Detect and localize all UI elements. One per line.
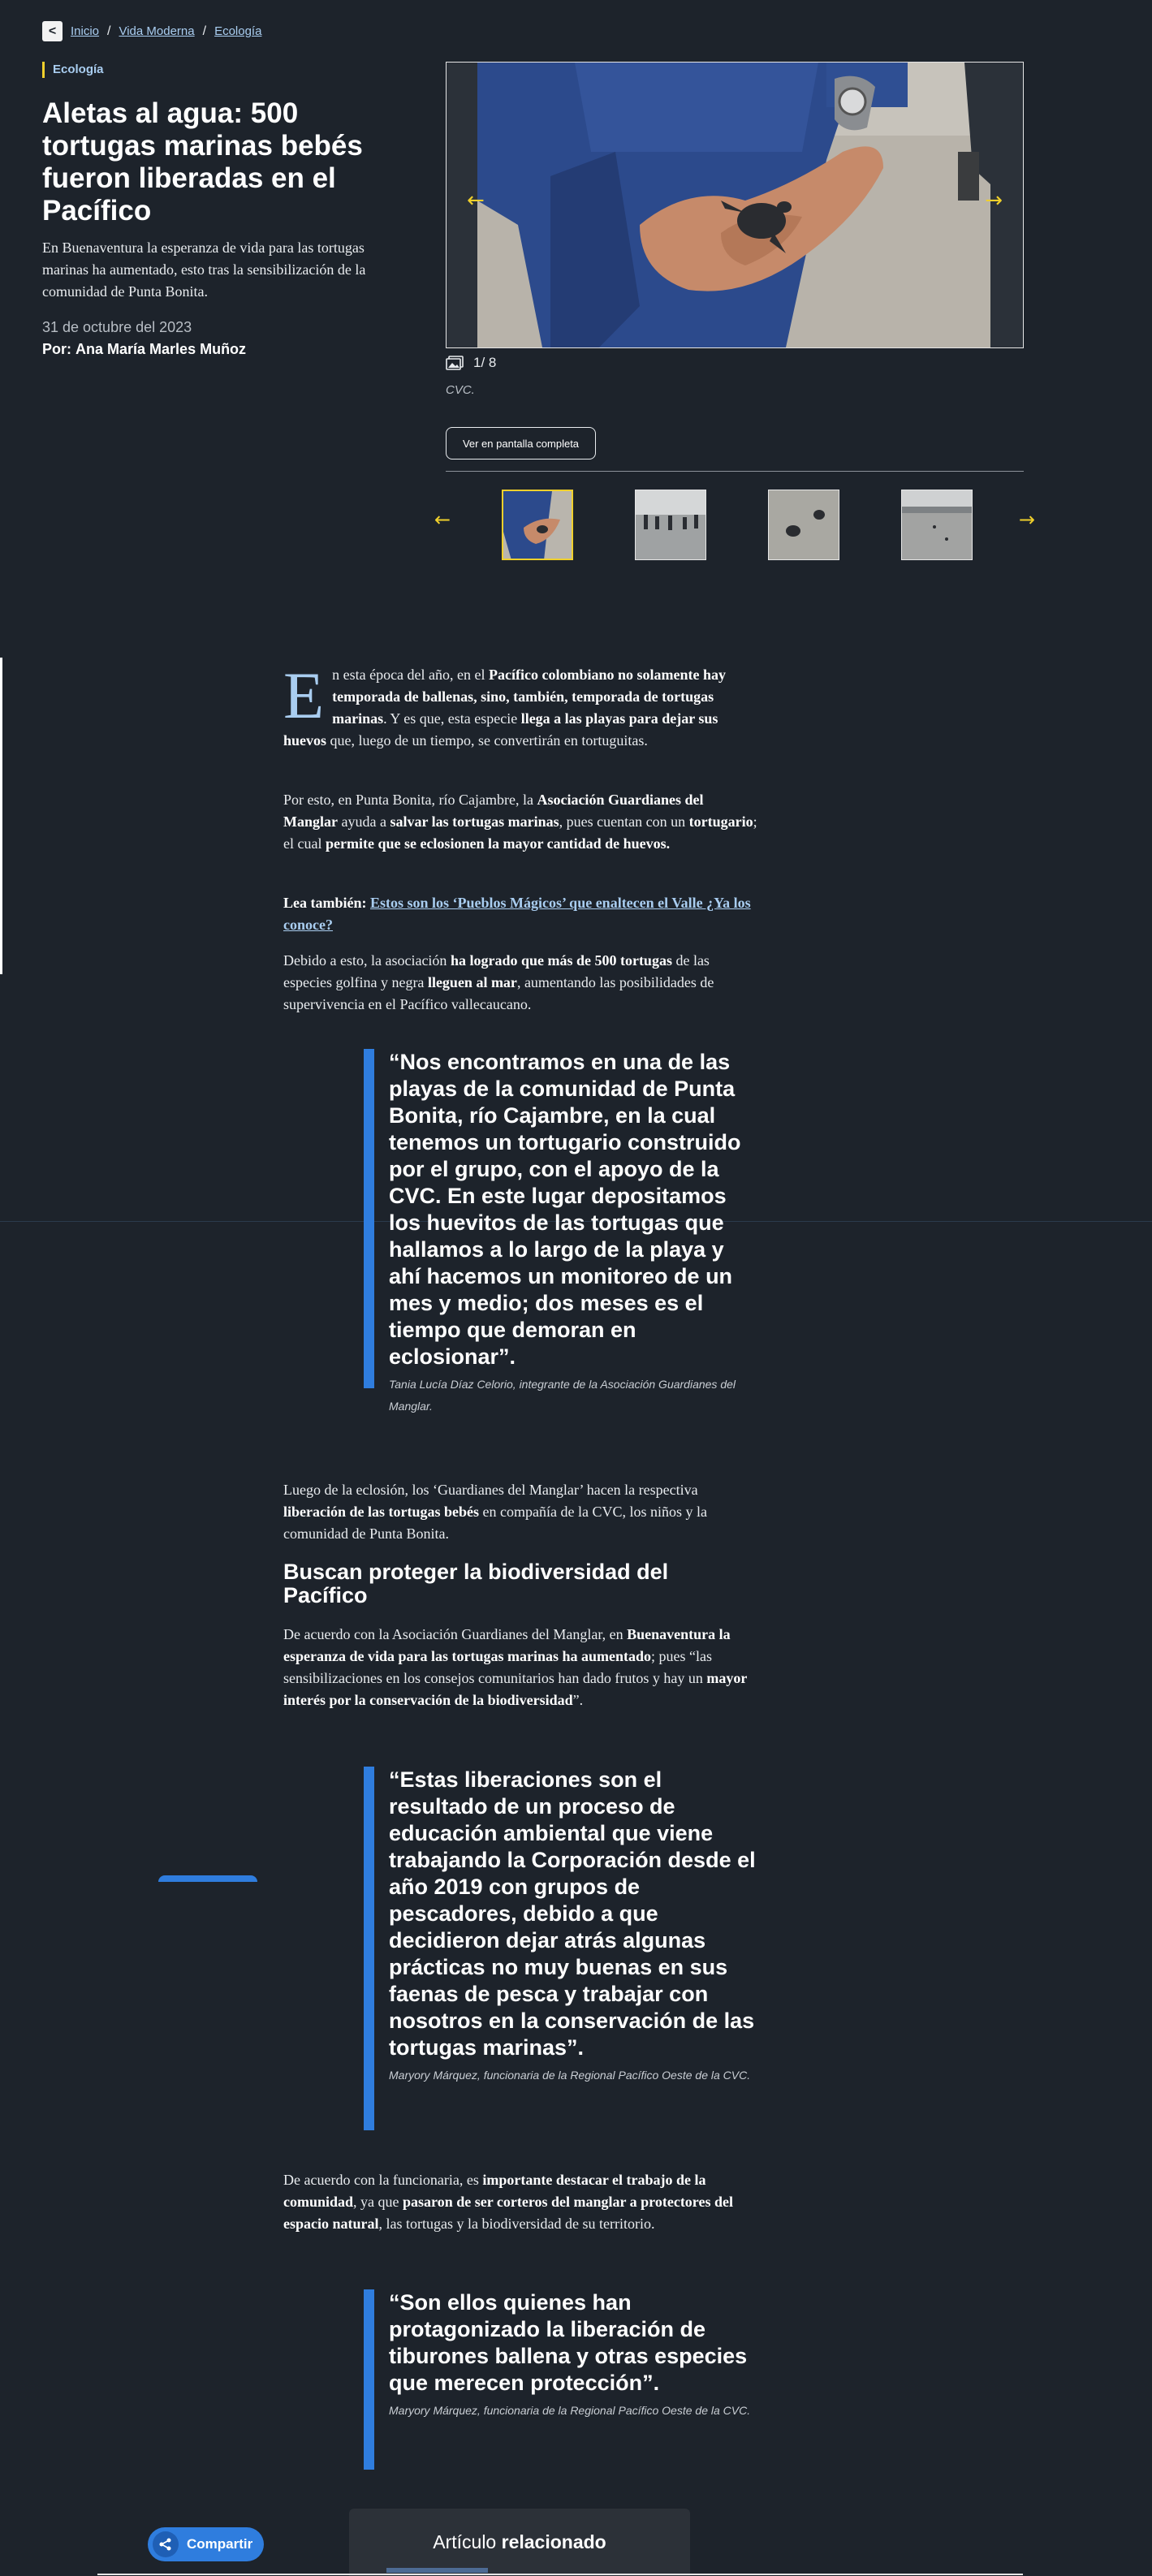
- gallery-thumbnail[interactable]: [901, 490, 973, 560]
- paragraph: Luego de la eclosión, los ‘Guardianes del Manglar’ hacen la respectiva liberación de las tortugas bebés en compañía de la CVC, los niños y la comunidad de Punta Bonita.: [283, 1482, 707, 1542]
- section-heading: Buscan proteger la biodiversidad del Pacífico: [283, 1560, 669, 1607]
- gallery-thumbnail[interactable]: [768, 490, 839, 560]
- pull-quote-text: “Nos encontramos en una de las playas de la comunidad de Punta Bonita, río Cajambre, en la cual tenemos un tortugario construido por el grupo, con el apoyo de la CVC. En este lugar depositamos los huevitos de las tortugas que hallamos a lo largo de la playa y ahí hacemos un monitoreo de un mes y medio; dos meses es el tiempo que demoran en eclosionar”.: [389, 1050, 741, 1369]
- pull-quote-text: “Estas liberaciones son el resultado de un proceso de educación ambiental que viene trabajando la Corporación desde el año 2019 con grupos de pescadores, debido a que decidieron dejar atrás algunas prácticas no muy buenas en sus faenas de pesca y trabajar con nosotros en la conservación de las tortugas marinas”.: [389, 1767, 756, 2060]
- gallery-divider: [446, 471, 1024, 472]
- article-lead: En Buenaventura la esperanza de vida para las tortugas marinas ha aumentado, esto tras la sensibilización de la comunidad de Punta Bonita.: [42, 239, 366, 300]
- related-article-title: [349, 2531, 690, 2553]
- paragraph: Por esto, en Punta Bonita, río Cajambre, la Asociación Guardianes del Manglar ayuda a salvar las tortugas marinas, pues cuentan con un tortugario; el cual permite que se eclosionen la mayor cantidad de huevos.: [283, 792, 757, 852]
- related-bold: relacionado: [501, 2531, 606, 2552]
- article-hero: [0, 0, 1152, 622]
- gallery-prev-arrow-icon[interactable]: ←: [467, 188, 485, 213]
- breadcrumb: [42, 21, 261, 41]
- pull-quote: [364, 2289, 760, 2470]
- author-name[interactable]: Ana María Marles Muñoz: [76, 341, 247, 357]
- share-icon: [153, 2531, 179, 2557]
- paragraph: Debido a esto, la asociación ha logrado que más de 500 tortugas de las especies golfina y negra lleguen al mar, aumentando las posibilidades de supervivencia en el Pacífico vallecaucano.: [283, 952, 714, 1012]
- photo-gallery: [446, 62, 1024, 348]
- author-line: [42, 341, 246, 358]
- pull-quote-text: “Son ellos quienes han protagonizado la liberación de tiburones ballena y otras especies que merecen protección”.: [389, 2290, 748, 2395]
- paragraph-intro-text: n esta época del año, en el Pacífico colombiano no solamente hay temporada de ballenas, sino, también, temporada de tortugas marinas. Y es que, esta especie llega a las playas para dejar sus huevos que, luego de un tiempo, se convertirán en tortuguitas.: [283, 667, 726, 749]
- gallery-counter: [446, 355, 496, 371]
- gallery-main-photo[interactable]: [477, 63, 990, 347]
- read-also-label: Lea también:: [283, 895, 367, 911]
- pull-quote: [364, 1767, 760, 2130]
- bottom-divider: [97, 2574, 1023, 2575]
- paragraph: De acuerdo con la funcionaria, es importante destacar el trabajo de la comunidad, ya que pasaron de ser corteros del manglar a protectores del espacio natural, las tortugas y la biodiversidad de su territorio.: [283, 2172, 733, 2232]
- pull-quote: [364, 1049, 760, 1413]
- article-title: Aletas al agua: 500 tortugas marinas bebés fueron liberadas en el Pacífico: [42, 97, 363, 227]
- share-button[interactable]: [148, 2527, 264, 2561]
- photo-credit: CVC.: [446, 383, 475, 397]
- share-label: Compartir: [187, 2536, 253, 2552]
- thumbs-next-arrow-icon[interactable]: →: [1018, 508, 1035, 531]
- fullscreen-button[interactable]: Ver en pantalla completa: [446, 427, 596, 460]
- pull-quote-cite: Maryory Márquez, funcionaria de la Regional Pacífico Oeste de la CVC.: [389, 2404, 751, 2417]
- gallery-thumbnail[interactable]: [635, 490, 706, 560]
- gallery-thumbnails: [430, 487, 1039, 562]
- gallery-counter-text: 1/ 8: [473, 355, 497, 370]
- publish-date: 31 de octubre del 2023: [42, 319, 192, 335]
- related-prefix: Artículo: [433, 2531, 497, 2552]
- paragraph-intro: [283, 658, 758, 752]
- pull-quote-cite: Maryory Márquez, funcionaria de la Regional Pacífico Oeste de la CVC.: [389, 2069, 751, 2082]
- category-tag[interactable]: Ecología: [42, 62, 104, 78]
- gallery-images-icon: [446, 356, 464, 370]
- dropcap: E: [283, 658, 325, 732]
- breadcrumb-separator: /: [107, 24, 111, 38]
- back-button[interactable]: <: [42, 21, 63, 41]
- breadcrumb-link-vida-moderna[interactable]: Vida Moderna: [119, 24, 195, 38]
- thumbs-prev-arrow-icon[interactable]: ←: [434, 508, 451, 531]
- read-also: [283, 892, 758, 936]
- related-article-panel[interactable]: [349, 2509, 690, 2576]
- gallery-next-arrow-icon[interactable]: →: [985, 188, 1003, 213]
- related-article-bar: [386, 2568, 488, 2573]
- breadcrumb-link-inicio[interactable]: Inicio: [71, 24, 100, 38]
- pull-quote-cite: Tania Lucía Díaz Celorio, integrante de la Asociación Guardianes del Manglar.: [389, 1378, 736, 1413]
- breadcrumb-link-ecologia[interactable]: Ecología: [214, 24, 262, 38]
- gallery-thumbnail[interactable]: [502, 490, 573, 560]
- author-prefix: Por:: [42, 341, 71, 357]
- side-accent-pill: [158, 1875, 257, 1882]
- breadcrumb-separator: /: [202, 24, 207, 38]
- side-accent-line: [0, 658, 2, 974]
- paragraph: De acuerdo con la Asociación Guardianes del Manglar, en Buenaventura la esperanza de vida para las tortugas marinas ha aumentado; pues “las sensibilizaciones en los consejos comunitarios han dado frutos y hay un mayor interés por la conservación de la biodiversidad”.: [283, 1626, 748, 1708]
- read-also-link[interactable]: Estos son los ‘Pueblos Mágicos’ que enaltecen el Valle ¿Ya los conoce?: [283, 895, 751, 933]
